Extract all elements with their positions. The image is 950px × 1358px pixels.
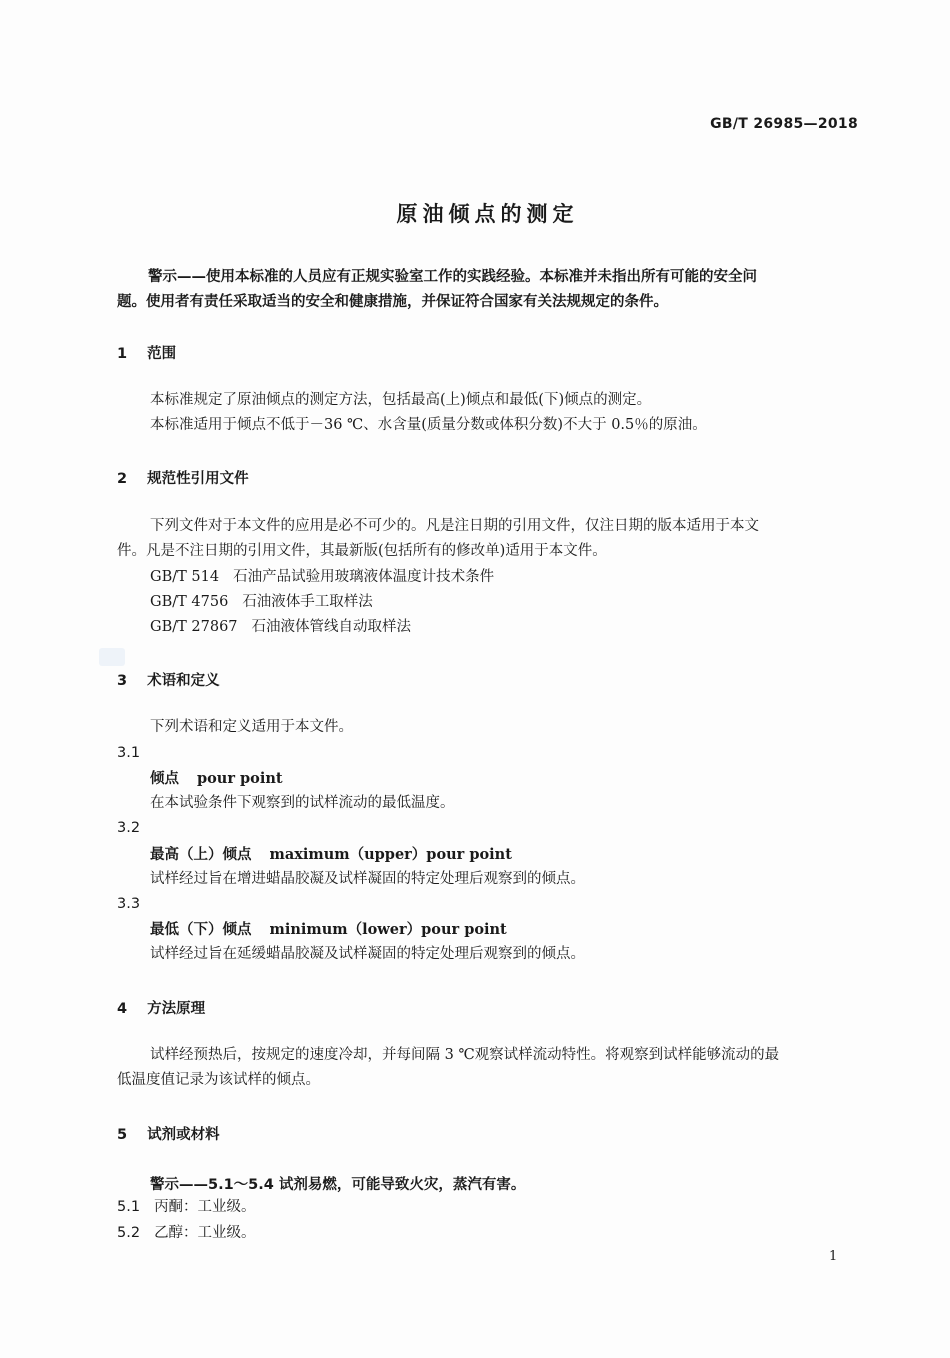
item-text: 丙酮：工业级。 [154, 1199, 256, 1215]
section-4-paragraph-line-1: 试样经预热后，按规定的速度冷却，并每间隔 3 ℃观察试样流动特性。将观察到试样能够流动的最 [150, 1047, 780, 1063]
scan-artifact-mark [99, 648, 125, 666]
section-2-heading [117, 467, 249, 488]
section-title: 范围 [147, 346, 177, 362]
section-5-heading [117, 1123, 220, 1144]
section-2-paragraph-line-1: 下列文件对于本文件的应用是必不可少的。凡是注日期的引用文件，仅注日期的版本适用于本文 [150, 518, 759, 534]
section-3-heading [117, 669, 220, 690]
term-title [150, 766, 283, 792]
reference-code: GB/T 4756 [150, 594, 229, 610]
page-number: 1 [829, 1249, 838, 1264]
item-number: 5.1 [117, 1199, 141, 1215]
section-5-warning: 警示——5.1～5.4 试剂易燃，可能导致火灾，蒸汽有害。 [150, 1177, 526, 1193]
term-definition: 试样经过旨在增进蜡晶胶凝及试样凝固的特定处理后观察到的倾点。 [150, 871, 585, 887]
list-item [117, 1195, 256, 1220]
term-en: pour point [197, 770, 283, 787]
reference-item [150, 565, 494, 590]
term-number: 3.2 [117, 820, 141, 836]
standard-code: GB/T 26985—2018 [710, 116, 858, 132]
section-title: 规范性引用文件 [147, 471, 249, 487]
section-2-paragraph-line-2: 件。凡是不注日期的引用文件，其最新版(包括所有的修改单)适用于本文件。 [117, 543, 607, 559]
term-en: minimum（lower）pour point [269, 921, 507, 938]
item-number: 5.2 [117, 1225, 141, 1241]
section-number: 2 [117, 471, 128, 487]
section-number: 4 [117, 1001, 128, 1017]
term-number: 3.3 [117, 896, 141, 912]
term-zh: 最低（下）倾点 [150, 921, 252, 938]
list-item [117, 1221, 256, 1246]
reference-title: 石油液体管线自动取样法 [251, 619, 412, 635]
section-number: 1 [117, 346, 128, 362]
reference-item [150, 590, 373, 615]
section-4-heading [117, 997, 205, 1018]
reference-title: 石油产品试验用玻璃液体温度计技术条件 [233, 569, 495, 585]
term-title [150, 917, 507, 943]
reference-item [150, 615, 411, 640]
section-title: 术语和定义 [147, 673, 220, 689]
section-number: 3 [117, 673, 128, 689]
section-1-paragraph-2: 本标准适用于倾点不低于－36 ℃、水含量(质量分数或体积分数)不大于 0.5％的原油。 [150, 417, 707, 433]
warning-line-1: 警示——使用本标准的人员应有正规实验室工作的实践经验。本标准并未指出所有可能的安全问 [148, 269, 757, 285]
section-title: 试剂或材料 [147, 1127, 220, 1143]
reference-code: GB/T 27867 [150, 619, 238, 635]
section-title: 方法原理 [147, 1001, 206, 1017]
term-en: maximum（upper）pour point [269, 846, 512, 863]
term-number: 3.1 [117, 745, 141, 761]
term-title [150, 842, 512, 868]
section-1-paragraph-1: 本标准规定了原油倾点的测定方法，包括最高(上)倾点和最低(下)倾点的测定。 [150, 392, 652, 408]
term-definition: 在本试验条件下观察到的试样流动的最低温度。 [150, 795, 455, 811]
section-3-intro: 下列术语和定义适用于本文件。 [150, 719, 353, 735]
section-number: 5 [117, 1127, 128, 1143]
term-zh: 最高（上）倾点 [150, 846, 252, 863]
item-text: 乙醇：工业级。 [154, 1225, 256, 1241]
warning-line-2: 题。使用者有责任采取适当的安全和健康措施，并保证符合国家有关法规规定的条件。 [117, 294, 668, 310]
section-1-heading [117, 342, 176, 363]
term-definition: 试样经过旨在延缓蜡晶胶凝及试样凝固的特定处理后观察到的倾点。 [150, 946, 585, 962]
section-4-paragraph-line-2: 低温度值记录为该试样的倾点。 [117, 1072, 320, 1088]
term-zh: 倾点 [150, 770, 179, 787]
reference-title: 石油液体手工取样法 [242, 594, 373, 610]
page-title: 原油倾点的测定 [396, 202, 579, 226]
reference-code: GB/T 514 [150, 569, 220, 585]
